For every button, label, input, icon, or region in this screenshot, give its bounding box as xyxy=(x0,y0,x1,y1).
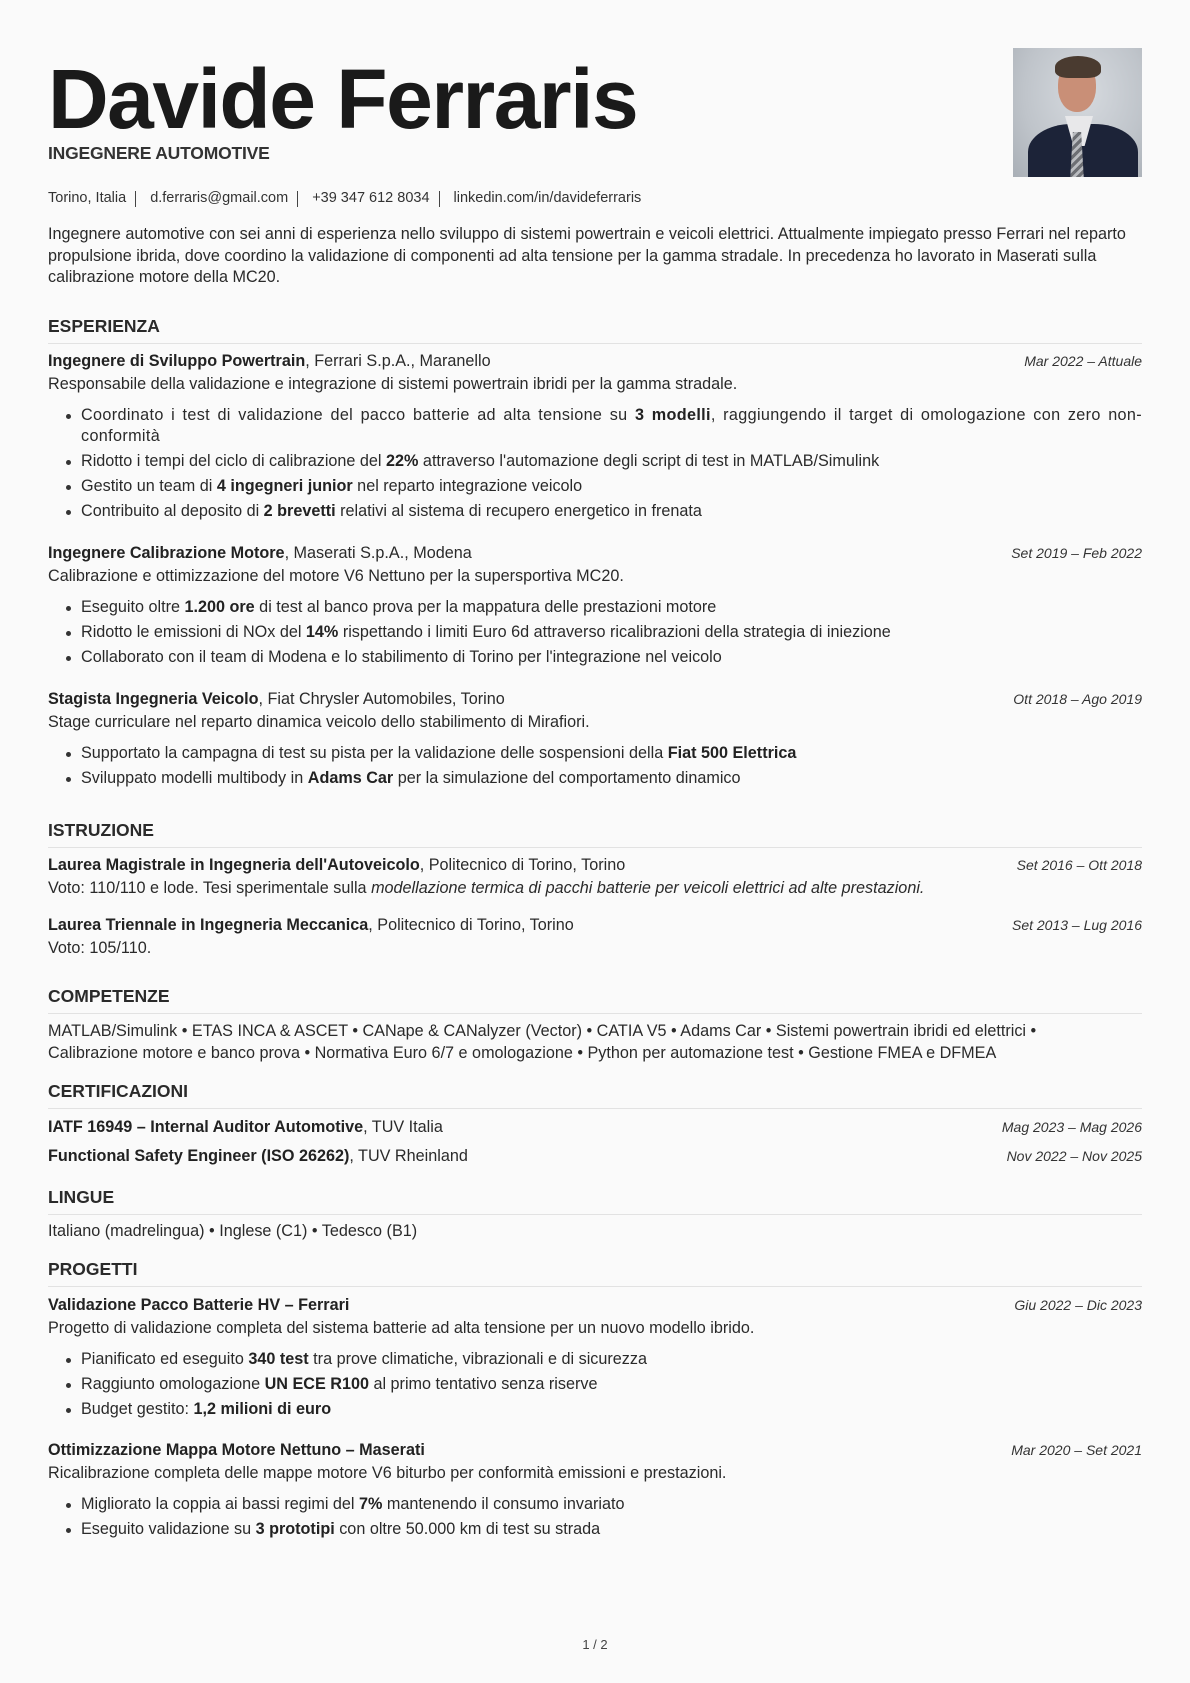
list-item: Budget gestito: 1,2 milioni di euro xyxy=(48,1399,1142,1420)
list-item: Pianificato ed eseguito 340 test tra prove climatiche, vibrazionali e di sicurezza xyxy=(48,1349,1142,1370)
entry-description: Calibrazione e ottimizzazione del motore V6 Nettuno per la supersportiva MC20. xyxy=(48,567,624,585)
profile-photo xyxy=(1013,48,1142,177)
list-item: Eseguito oltre 1.200 ore di test al banco prova per la mappatura delle prestazioni motore xyxy=(48,597,1142,618)
entry-date: Mag 2023 – Mag 2026 xyxy=(1001,1119,1142,1135)
employer: , Ferrari S.p.A., Maranello xyxy=(305,352,491,370)
experience-entry xyxy=(48,351,1142,526)
entry-title xyxy=(48,1146,468,1167)
degree-name: Laurea Magistrale in Ingegneria dell'Autoveicolo xyxy=(48,856,420,874)
list-item: Coordinato i test di validazione del pacco batterie ad alta tensione su 3 modelli, raggiungendo il target di omologazione con zero non-conformità xyxy=(48,405,1142,447)
entry-description: Progetto di validazione completa del sistema batterie ad alta tensione per un nuovo modello ibrido. xyxy=(48,1319,755,1337)
list-item: Eseguito validazione su 3 prototipi con oltre 50.000 km di test su strada xyxy=(48,1519,1142,1540)
photo-hair xyxy=(1055,56,1101,78)
issuer: , TUV Rheinland xyxy=(349,1147,468,1165)
page-number: 1 / 2 xyxy=(582,1637,608,1652)
entry-description: Responsabile della validazione e integrazione di sistemi powertrain ibridi per la gamma stradale. xyxy=(48,375,738,393)
list-item: Contribuito al deposito di 2 brevetti relativi al sistema di recupero energetico in frenata xyxy=(48,501,1142,522)
institution: , Politecnico di Torino, Torino xyxy=(419,856,626,874)
institution: , Politecnico di Torino, Torino xyxy=(368,916,574,934)
certification-name: IATF 16949 – Internal Auditor Automotive xyxy=(48,1118,364,1136)
list-item: Migliorato la coppia ai bassi regimi del 7% mantenendo il consumo invariato xyxy=(48,1494,1142,1515)
project-name: Ottimizzazione Mappa Motore Nettuno – Maserati xyxy=(48,1441,425,1459)
list-item: Supportato la campagna di test su pista per la validazione delle sospensioni della Fiat 500 Elettrica xyxy=(48,743,1142,764)
experience-entry xyxy=(48,689,1142,793)
entry-title xyxy=(48,1440,425,1461)
list-item: Sviluppato modelli multibody in Adams Car per la simulazione del comportamento dinamico xyxy=(48,768,1142,789)
job-title: INGEGNERE AUTOMOTIVE xyxy=(48,143,270,163)
role-name: Ingegnere di Sviluppo Powertrain xyxy=(48,352,306,370)
issuer: , TUV Italia xyxy=(363,1118,443,1136)
languages-list: Italiano (madrelingua) • Inglese (C1) • Tedesco (B1) xyxy=(48,1222,418,1240)
achievement-list xyxy=(48,743,1142,789)
entry-description: Voto: 110/110 e lode. Tesi sperimentale sulla modellazione termica di pacchi batterie per veicoli elettrici ad alte prestazioni. xyxy=(48,879,925,897)
profile-summary: Ingegnere automotive con sei anni di esperienza nello sviluppo di sistemi powertrain e veicoli elettrici. Attualmente impiegato presso Ferrari nel reparto propulsione ibrida, dove coordino la validazione di componenti ad alta tensione per la gamma stradale. In precedenza ho lavorato in Maserati sulla calibrazione motore della MC20. xyxy=(48,225,1126,286)
contact-divider xyxy=(297,191,298,207)
list-item: Gestito un team di 4 ingegneri junior nel reparto integrazione veicolo xyxy=(48,476,1142,497)
contact-divider xyxy=(135,191,136,207)
contact-divider xyxy=(439,191,440,207)
entry-date: Mar 2022 – Attuale xyxy=(1024,353,1142,369)
entry-title xyxy=(48,543,472,564)
section-heading-skills: COMPETENZE xyxy=(48,986,1142,1014)
section-heading-languages: LINGUE xyxy=(48,1187,1142,1215)
entry-date: Set 2019 – Feb 2022 xyxy=(1011,545,1142,561)
education-entry xyxy=(48,915,1142,959)
entry-date: Mar 2020 – Set 2021 xyxy=(1011,1442,1142,1458)
list-item: Ridotto le emissioni di NOx del 14% rispettando i limiti Euro 6d attraverso ricalibrazioni della strategia di iniezione xyxy=(48,622,1142,643)
achievement-list xyxy=(48,405,1142,522)
project-entry xyxy=(48,1440,1142,1544)
entry-date: Giu 2022 – Dic 2023 xyxy=(1014,1297,1142,1313)
project-name: Validazione Pacco Batterie HV – Ferrari xyxy=(48,1296,350,1314)
entry-date: Nov 2022 – Nov 2025 xyxy=(1006,1148,1142,1164)
section-heading-experience: ESPERIENZA xyxy=(48,316,1142,344)
skills-line: Calibrazione motore e banco prova • Normativa Euro 6/7 e omologazione • Python per automazione test • Gestione FMEA e DFMEA xyxy=(48,1043,997,1062)
entry-title xyxy=(48,689,505,710)
degree-name: Laurea Triennale in Ingegneria Meccanica xyxy=(48,916,369,934)
list-item: Raggiunto omologazione UN ECE R100 al primo tentativo senza riserve xyxy=(48,1374,1142,1395)
certification-entry xyxy=(48,1146,1142,1168)
entry-title xyxy=(48,351,491,372)
entry-title xyxy=(48,1295,349,1316)
contact-email[interactable]: d.ferraris@gmail.com xyxy=(150,190,289,206)
list-item: Collaborato con il team di Modena e lo stabilimento di Torino per l'integrazione nel veicolo xyxy=(48,647,1142,668)
candidate-name: Davide Ferraris xyxy=(48,52,638,146)
skills-line: MATLAB/Simulink • ETAS INCA & ASCET • CANape & CANalyzer (Vector) • CATIA V5 • Adams Car • Sistemi powertrain ibridi ed elettrici • xyxy=(48,1022,1037,1040)
entry-description: Voto: 105/110. xyxy=(48,939,152,957)
list-item: Ridotto i tempi del ciclo di calibrazione del 22% attraverso l'automazione degli script di test in MATLAB/Simulink xyxy=(48,451,1142,472)
achievement-list xyxy=(48,597,1142,668)
certification-entry xyxy=(48,1117,1142,1139)
project-entry xyxy=(48,1295,1142,1424)
experience-entry xyxy=(48,543,1142,672)
entry-description: Stage curriculare nel reparto dinamica veicolo dello stabilimento di Mirafiori. xyxy=(48,713,590,731)
achievement-list xyxy=(48,1494,1142,1540)
employer: , Maserati S.p.A., Modena xyxy=(284,544,472,562)
employer: , Fiat Chrysler Automobiles, Torino xyxy=(258,690,505,708)
achievement-list xyxy=(48,1349,1142,1420)
entry-title xyxy=(48,915,574,936)
contact-phone[interactable]: +39 347 612 8034 xyxy=(312,190,430,206)
section-heading-certifications: CERTIFICAZIONI xyxy=(48,1081,1142,1109)
contact-line xyxy=(48,188,641,209)
entry-description: Ricalibrazione completa delle mappe motore V6 biturbo per conformità emissioni e prestazioni. xyxy=(48,1464,727,1482)
certification-name: Functional Safety Engineer (ISO 26262) xyxy=(48,1147,350,1165)
education-entry xyxy=(48,855,1142,899)
entry-date: Set 2013 – Lug 2016 xyxy=(1011,917,1142,933)
entry-date: Ott 2018 – Ago 2019 xyxy=(1013,691,1142,707)
role-name: Ingegnere Calibrazione Motore xyxy=(48,544,285,562)
contact-linkedin[interactable]: linkedin.com/in/davideferraris xyxy=(453,190,642,206)
entry-title xyxy=(48,1117,443,1138)
entry-date: Set 2016 – Ott 2018 xyxy=(1016,857,1142,873)
entry-title xyxy=(48,855,625,876)
contact-location: Torino, Italia xyxy=(48,190,127,206)
section-heading-projects: PROGETTI xyxy=(48,1259,1142,1287)
skills-list xyxy=(48,1021,1142,1064)
section-heading-education: ISTRUZIONE xyxy=(48,820,1142,848)
role-name: Stagista Ingegneria Veicolo xyxy=(48,690,259,708)
